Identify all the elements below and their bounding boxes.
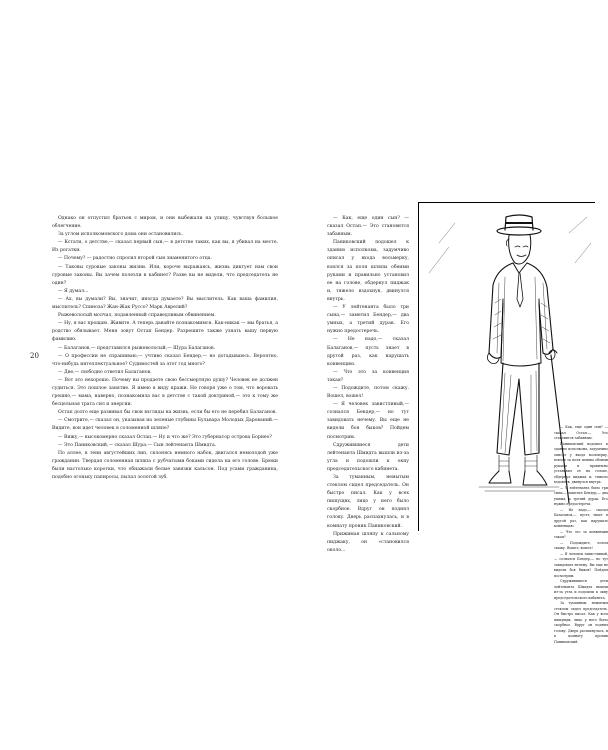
paragraph: Остап долго еще развивал бы свои взгляды на жизнь, если бы его не перебил Балаганов. [58, 410, 277, 416]
paragraph: — Балаганов,— представился рыжеволосый,— Шура Балаганов. [58, 345, 216, 351]
paragraph: — Как, еще один сын? — сказал Остап.— Это становится забавным. [327, 216, 409, 238]
page-number: 20 [30, 352, 39, 360]
paragraph: За туманным, немытым стеклом сидел председатель. Он быстро писал. Как у всех пишущих, лицо у него было скорбное. Вдруг он поднял голову. Дверь распахнулась, и в комнату проник Паниковский. [554, 601, 608, 644]
paragraph: — Смотрите,— сказал он, указывая на зеленые глубины Бульвара Молодых Дарований.— Видите, вон идет человек в соломенной шляпе? [52, 418, 278, 432]
paragraph: — Ах, вы думали? Вы, значит, иногда думаете? Вы мыслитель. Как ваша фамилия, мыслитель? Спиноза? Жан-Жак Руссо? Марк Аврелий? [52, 296, 278, 311]
paragraph: — Я думал... [58, 288, 89, 294]
paragraph: — Почему? — радостно спросил второй сын знаменитого отца. [58, 256, 212, 262]
paragraph: — Кстати, о детстве,— сказал первый сын,— в детстве таких, как вы, я убивал на месте. Из рогатки. [52, 240, 278, 254]
paragraph: Рыжеволосый молчал, подавленный справедливым обвинением. [58, 313, 216, 319]
paragraph: — Это Паниковский,— сказал Шура.— Сын лейтенанта Шмидта. [58, 442, 217, 448]
paragraph: По аллее, в тени августейших лип, склонясь немного набок, двигался немолодой уже гражданин. Твердая соломенная шляпа с рубчатыми боками сидела на его голове. Брюки были настолько коротки, что обнажали белые завязки кальсон. Под усами гражданина, подобно огоньку папиросы, пылал золотой зуб. [52, 450, 278, 480]
paragraph: — Не надо,— сказал Балаганов,— пусть знает в другой раз, как нарушать конвенцию. [327, 337, 409, 367]
paragraph: Прижимая шляпу к сальному пиджаку, он «становился около... [327, 531, 409, 553]
paragraph: — Я человек завистливый,— сознался Бендер,— но тут завидовать нечему. Вы еще не видели боя быков? Пойдем посмотрим. [554, 551, 608, 578]
paragraph: Сдружившиеся дети лейтенанта Шмидта вышли из-за угла и подошли к окну председательского кабинета. [554, 579, 608, 600]
middle-text-column [327, 215, 409, 553]
paragraph: — Ну, я вас прощаю. Живите. А теперь давайте познакомимся. Как-никак — мы братья, а родство обязывает. Меня зовут Остап Бендер. Разрешите также узнать вашу первую фамилию. [52, 321, 278, 343]
paragraph: Паниковский подошел к зданию исполкома, задумчиво описал у входа восьмерку, взялся за поля шляпы обеими руками и правильно установил ее на голове, обдернул пиджак и, тяжело вздохнув, двинулся внутрь. [327, 240, 409, 302]
paragraph: — Подождите, потом скажу. Вошел, вошел! [554, 540, 608, 550]
left-text-column [52, 215, 278, 555]
illustration-panikovsky [418, 202, 608, 644]
paragraph: — У лейтенанта было три сына,— заметил Бендер,— два умных, а третий дурак. Его нужно предостеречь. [327, 305, 409, 335]
paragraph: Сдружившиеся дети лейтенанта Шмидта вышли из-за угла и подошли к окну председательского кабинета. [327, 442, 409, 472]
paragraph: — Не надо,— сказал Балаганов,— пусть знает в другой раз, как нарушать конвенцию. [554, 507, 608, 528]
paragraph: — Вижу,— высокомерно сказал Остап.— Ну и что же? Это губернатор острова Борнео? [58, 434, 272, 440]
paragraph: — Я человек завистливый,— сознался Бендер,— но тут завидовать нечему. Вы еще не видели боя быков? Пойдем посмотрим. [327, 402, 409, 440]
paragraph: За туманным, немытым стеклом сидел председатель. Он быстро писал. Как у всех пишущих, лицо у него было скорбное. Вдруг он поднял голову. Дверь распахнулась, и в комнату проник Паниковский. [327, 475, 409, 529]
paragraph: — Таковы суровые законы жизни. Или, короче выражаясь, жизнь диктует нам свои суровые законы. Вы зачем полезли в кабинет? Разве вы не видели, что председатель не один? [52, 264, 278, 286]
paragraph: — Подождите, потом скажу. Вошел, вошел! [327, 385, 409, 400]
paragraph: — Что это за конвенция такая? [554, 529, 608, 539]
paragraph: — Как, еще один сын? — сказал Остап.— Это становится забавным. [554, 425, 608, 440]
paragraph: — Вот это нехорошо. Почему вы продаете свою бессмертную душу? Человек не должен судиться. Это пошлое занятие. Я имею в виду кражи. Не говоря уже о том, что воровать грешно,— мама, наверно, познакомила вас в детстве с такой доктриной,— это к тому же бесцельная трата сил и энергии. [52, 377, 278, 408]
right-page [300, 0, 608, 750]
paragraph: — О профессии не спрашиваю,— учтиво сказал Бендер,— но догадываюсь. Вероятно, что-нибудь интеллектуальное? Судимостей за этот год много? [52, 353, 278, 367]
paragraph: Однако он отпустил братьев с миром, и они выбежали на улицу, чувствуя большое облегчение. [52, 216, 278, 230]
left-page [0, 0, 300, 750]
narrow-caption-column [554, 425, 608, 725]
paragraph: — У лейтенанта было три сына,— заметил Бендер,— два умных, а третий дурак. Его нужно предостеречь. [554, 485, 608, 506]
paragraph: Паниковский подошел к зданию исполкома, задумчиво описал у входа восьмерку, взялся за поля шляпы обеими руками и правильно установил ее на голове, обдернул пиджак и, тяжело вздохнув, двинулся внутрь. [554, 441, 608, 484]
paragraph: За углом исполкомовского дома они остановились. [58, 232, 183, 238]
paragraph: — Что это за конвенция такая? [327, 369, 409, 383]
paragraph: — Две,— свободно ответил Балаганов. [58, 369, 152, 375]
